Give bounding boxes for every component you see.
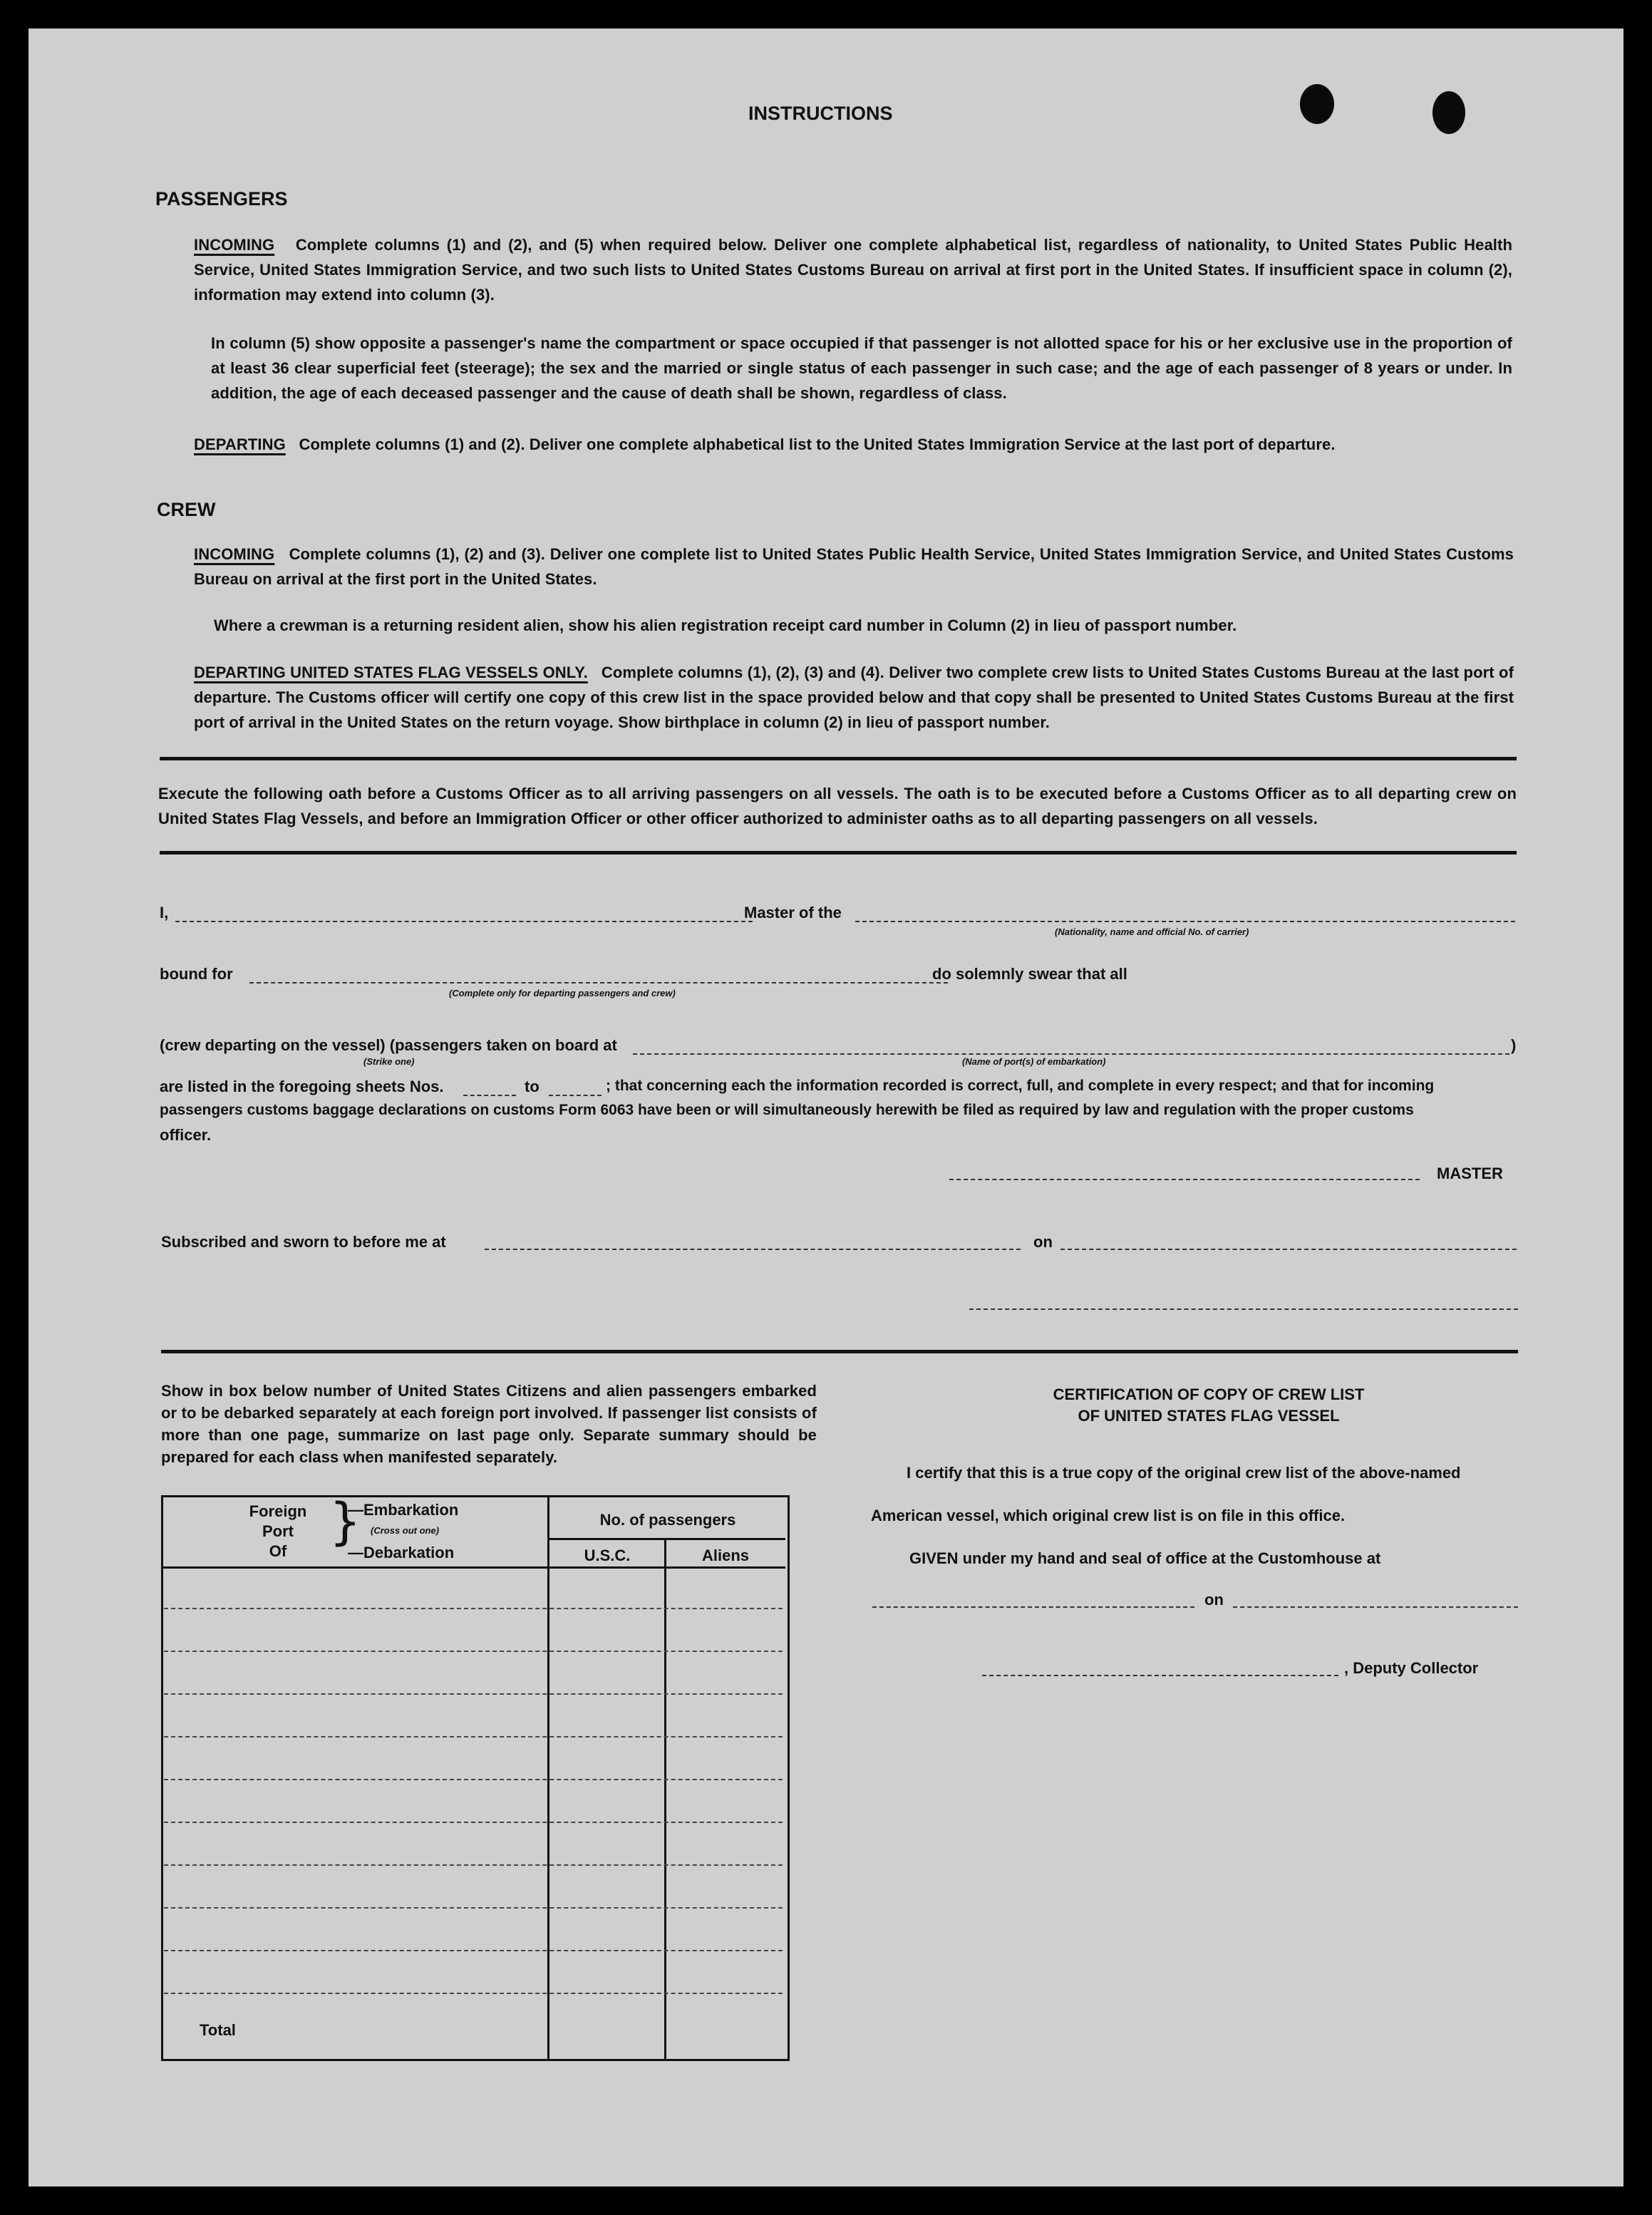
listed-in-label: are listed in the foregoing sheets Nos. — [160, 1078, 444, 1095]
oath-intro: Execute the following oath before a Customs Officer as to all arriving passengers on all vessels. The oath is to be executed before a Customs Officer as to all departing crew on United States Flag Vessels, and before an Immigration Officer or other officer authorized to administer oaths as to all departing passengers on all vessels. — [158, 785, 1517, 827]
col-usc: U.S.C. — [584, 1547, 631, 1564]
certify-line1: I certify that this is a true copy of the original crew list of the above-named — [907, 1464, 1461, 1482]
subscribed-label: Subscribed and sworn to before me at — [161, 1233, 446, 1251]
table-row[interactable] — [164, 1693, 783, 1695]
listed-line3: officer. — [160, 1126, 212, 1144]
table-header-bottom — [161, 1566, 785, 1569]
bound-for-label: bound for — [160, 965, 233, 983]
table-row[interactable] — [164, 1864, 783, 1866]
table-divider-1 — [547, 1495, 549, 2061]
divider-2 — [160, 851, 1517, 854]
divider-1 — [160, 757, 1517, 760]
officer-signature-field[interactable] — [969, 1308, 1518, 1310]
table-row[interactable] — [164, 1907, 783, 1909]
crew-resident-text: Where a crewman is a returning resident alien, show his alien registration receipt card number in Column (2) in lieu of passport number. — [214, 616, 1237, 634]
passengers-incoming-paragraph — [194, 232, 1512, 307]
passengers-incoming-label: INCOMING — [194, 236, 275, 254]
table-row[interactable] — [164, 1822, 783, 1823]
to-label: to — [525, 1078, 540, 1095]
crew-heading: CREW — [157, 499, 216, 520]
customhouse-field[interactable] — [872, 1606, 1194, 1608]
certification-heading-line2: OF UNITED STATES FLAG VESSEL — [1078, 1407, 1340, 1425]
embarkation-port-field[interactable] — [633, 1053, 1509, 1055]
swear-label: do solemnly swear that all — [932, 965, 1127, 983]
listed-line2: passengers customs baggage declarations on customs Form 6063 have been or will simultaneously herewith be filed as required by law and regulation with the proper customs — [160, 1102, 1414, 1118]
col-of: Of — [269, 1542, 287, 1560]
given-line: GIVEN under my hand and seal of office at the Customhouse at — [909, 1549, 1381, 1567]
punch-hole-right — [1432, 91, 1465, 134]
deputy-signature-field[interactable] — [982, 1675, 1338, 1676]
certification-date-field[interactable] — [1233, 1606, 1518, 1608]
master-name-field[interactable] — [175, 921, 753, 922]
crew-incoming-paragraph — [194, 542, 1514, 592]
deputy-collector-label: , Deputy Collector — [1344, 1659, 1479, 1677]
ports-note: (Name of port(s) of embarkation) — [962, 1056, 1106, 1067]
summary-instructions: Show in box below number of United States Citizens and alien passengers embarked or to be debarked separately at each foreign port involved. If passenger list consists of more than one page, summarize on last page only. Separate summary should be prepared for each class when manifested separately. — [161, 1382, 817, 1466]
listed-rest: ; that concerning each the information recorded is correct, full, and complete in every respect; and that for incoming — [606, 1078, 1435, 1094]
divider-3 — [161, 1350, 1518, 1353]
page-title: INSTRUCTIONS — [748, 103, 893, 124]
sheet-to-field[interactable] — [549, 1095, 602, 1096]
table-divider-2 — [664, 1538, 666, 2061]
master-signature-field[interactable] — [949, 1179, 1420, 1180]
debarkation-option[interactable]: —Debarkation — [348, 1544, 455, 1561]
crew-departing-text: Complete columns (1), (2), (3) and (4). Deliver two complete crew lists to United States Customs Bureau at the last port of departure. The Customs officer will certify one copy of this crew list in the space provided below and that copy shall be presented to United States Customs Bureau at the first port of arrival in the United States on the return voyage. Show birthplace in column (2) in lieu of passport number. — [194, 664, 1514, 731]
form-page — [29, 29, 1623, 2186]
crew-departing-label: DEPARTING UNITED STATES FLAG VESSELS ONLY. — [194, 664, 588, 681]
crew-departing-paragraph — [194, 660, 1514, 735]
close-paren: ) — [1511, 1036, 1517, 1054]
certify-line2: American vessel, which original crew list is on file in this office. — [871, 1507, 1346, 1524]
oath-i-label: I, — [160, 904, 169, 921]
bound-for-field[interactable] — [249, 982, 948, 983]
col-port: Port — [262, 1522, 294, 1540]
certification-heading-line1: CERTIFICATION OF COPY OF CREW LIST — [1053, 1385, 1365, 1403]
strike-one-note: (Strike one) — [363, 1056, 415, 1067]
cross-out-note: (Cross out one) — [371, 1525, 440, 1536]
complete-only-note: (Complete only for departing passengers and crew) — [449, 988, 676, 998]
table-row[interactable] — [164, 1651, 783, 1652]
subscribed-place-field[interactable] — [485, 1249, 1021, 1250]
master-label: MASTER — [1437, 1165, 1503, 1182]
total-label: Total — [200, 2021, 236, 2039]
passengers-departing-label: DEPARTING — [194, 435, 286, 453]
table-row[interactable] — [164, 1736, 783, 1738]
certification-on-label: on — [1204, 1591, 1224, 1609]
table-row[interactable] — [164, 1779, 783, 1780]
brace-icon: } — [329, 1492, 361, 1551]
master-of-the-label: Master of the — [744, 904, 842, 921]
subscribed-date-field[interactable] — [1060, 1249, 1517, 1250]
table-row[interactable] — [164, 1608, 783, 1609]
crew-incoming-text: Complete columns (1), (2) and (3). Deliver one complete list to United States Public Health Service, United States Immigration Service, and United States Customs Bureau on arrival at the first port in the United States. — [194, 545, 1514, 588]
passengers-departing-paragraph — [194, 432, 1512, 457]
passengers-incoming-text: Complete columns (1) and (2), and (5) when required below. Deliver one complete alphabetical list, regardless of nationality, to United States Public Health Service, United States Immigration Service, and two such lists to United States Customs Bureau on arrival at first port in the United States. If insufficient space in column (2), information may extend into column (3). — [194, 236, 1512, 304]
col-foreign: Foreign — [249, 1502, 307, 1520]
subscribed-on-label: on — [1033, 1233, 1053, 1251]
carrier-field[interactable] — [855, 921, 1515, 922]
passenger-summary-table — [161, 1492, 790, 2061]
passengers-column5-text: In column (5) show opposite a passenger's name the compartment or space occupied if that passenger is not allotted space for his or her exclusive use in the proportion of at least 36 clear superficial feet (steerage); the sex and the married or single status of each passenger in such case; and the age of each passenger of 8 years or under. In addition, the age of each deceased passenger and the cause of death shall be shown, regardless of class. — [211, 334, 1512, 402]
col-no-passengers: No. of passengers — [599, 1511, 736, 1529]
crew-incoming-label: INCOMING — [194, 545, 275, 563]
passengers-heading: PASSENGERS — [155, 188, 288, 210]
passengers-departing-text: Complete columns (1) and (2). Deliver one complete alphabetical list to the United States Immigration Service at the last port of departure. — [299, 435, 1336, 453]
col-aliens: Aliens — [701, 1547, 750, 1564]
table-row[interactable] — [164, 1993, 783, 1994]
table-header-sep-sub — [547, 1538, 785, 1540]
sheet-from-field[interactable] — [463, 1095, 516, 1096]
punch-hole-left — [1300, 84, 1334, 124]
embarkation-option[interactable]: —Embarkation — [348, 1501, 459, 1519]
crew-departing-label-line: (crew departing on the vessel) (passengers taken on board at — [160, 1036, 617, 1054]
nationality-note: (Nationality, name and official No. of carrier) — [1055, 926, 1249, 937]
table-row[interactable] — [164, 1950, 783, 1951]
